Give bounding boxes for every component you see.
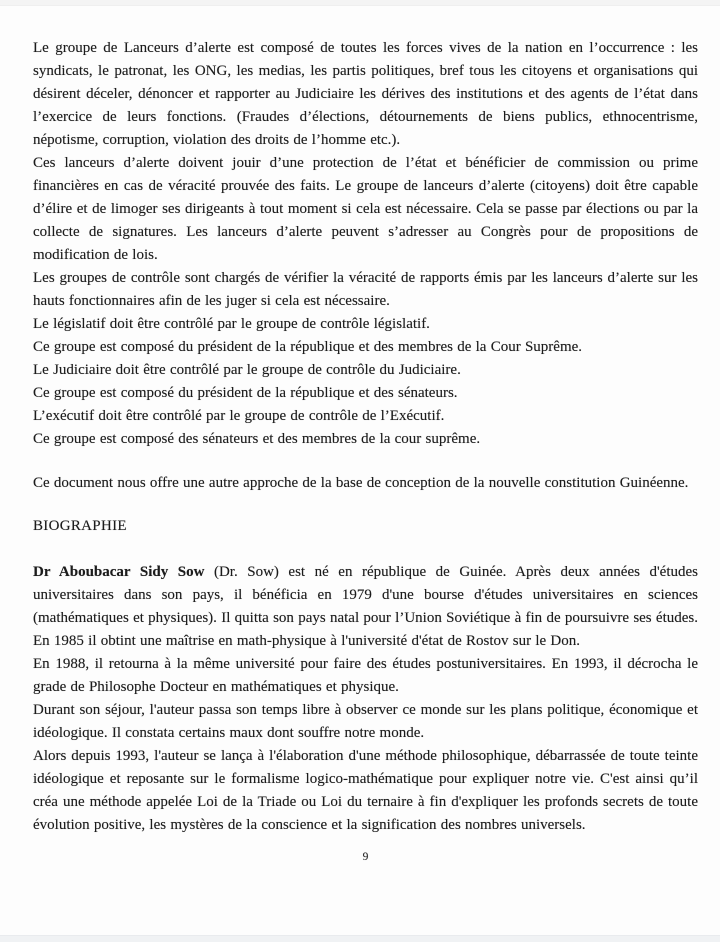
paragraph-biography-studies: En 1988, il retourna à la même université pour faire des études postuniversitaires. En 1993, il décrocha le grade de Philosophe Docteur en mathématiques et physique. [33,656,698,695]
line-groupe-senateurs: Ce groupe est composé du président de la république et des sénateurs. [33,385,458,401]
paragraph-whistleblower-protection: Ces lanceurs d’alerte doivent jouir d’une protection de l’état et bénéficier de commission ou prime financières en cas de véracité prouvée des faits. Le groupe de lanceurs d’alerte (citoyens) doit être capable d’élire et de limoger ses dirigeants à tout moment si cela est nécessaire. Cela se passe par élections ou par la collecte de signatures. Les lanceurs d’alerte peuvent s’adresser au Congrès pour de propositions de modification de lois. [33,155,698,263]
paragraph-control-groups: Les groupes de contrôle sont chargés de vérifier la véracité de rapports émis par les lanceurs d’alerte sur les hauts fonctionnaires afin de les juger si cela est nécessaire. [33,270,698,309]
author-name: Dr Aboubacar Sidy Sow [33,564,205,580]
biography-heading: BIOGRAPHIE [33,518,127,534]
page-number: 9 [362,851,369,863]
paragraph-whistleblower-group: Le groupe de Lanceurs d’alerte est composé de toutes les forces vives de la nation en l’occurrence : les syndicats, le patronat, les ONG, les medias, les partis politiques, bref tous les citoyens et organisations qui désirent déceler, dénoncer et rapporter au Judiciaire les dérives des institutions et des agents de l’état dans l’exercice de leurs fonctions. (Fraudes d’élections, détournements de biens publics, ethnocentrisme, népotisme, corruption, violation des droits de l’homme etc.). [33,40,698,148]
line-judiciaire: Le Judiciaire doit être contrôlé par le groupe de contrôle du Judiciaire. [33,362,461,378]
line-groupe-senateurs-cour: Ce groupe est composé des sénateurs et des membres de la cour suprême. [33,431,481,447]
line-groupe-cour-supreme: Ce groupe est composé du président de la république et des membres de la Cour Suprême. [33,339,583,355]
top-edge-band [0,0,720,6]
bottom-edge-band [0,935,720,942]
author-paragraph-rest: (Dr. Sow) est né en république de Guinée. Après deux années d'études universitaires dans son pays, il bénéficia en 1979 d'une bourse d'études universitaires en sciences (mathématiques et physiques). Il quitta son pays natal pour l’Union Soviétique à fin de poursuivre ses études. En 1985 il obtint une maîtrise en math-physique à l'université d'état de Rostov sur le Don. [33,564,699,649]
paragraph-document-conclusion: Ce document nous offre une autre approche de la base de conception de la nouvelle constitution Guinéenne. [33,475,689,491]
line-legislatif: Le législatif doit être contrôlé par le groupe de contrôle législatif. [33,316,430,332]
paragraph-biography-observations: Durant son séjour, l'auteur passa son temps libre à observer ce monde sur les plans politique, économique et idéologique. Il constata certains maux dont souffre notre monde. [33,702,698,741]
paragraph-biography-method: Alors depuis 1993, l'auteur se lança à l'élaboration d'une méthode philosophique, débarrassée de toute teinte idéologique et reposante sur le formalisme logico-mathématique pour expliquer notre vie. C'est ainsi qu’il créa une méthode appelée Loi de la Triade ou Loi du ternaire à fin d'expliquer les profonds secrets de toute évolution positive, les mystères de la conscience et la signification des nombres universels. [33,748,698,833]
line-executif: L’exécutif doit être contrôlé par le groupe de contrôle de l’Exécutif. [33,408,445,424]
paragraph-biography-author [33,561,698,653]
